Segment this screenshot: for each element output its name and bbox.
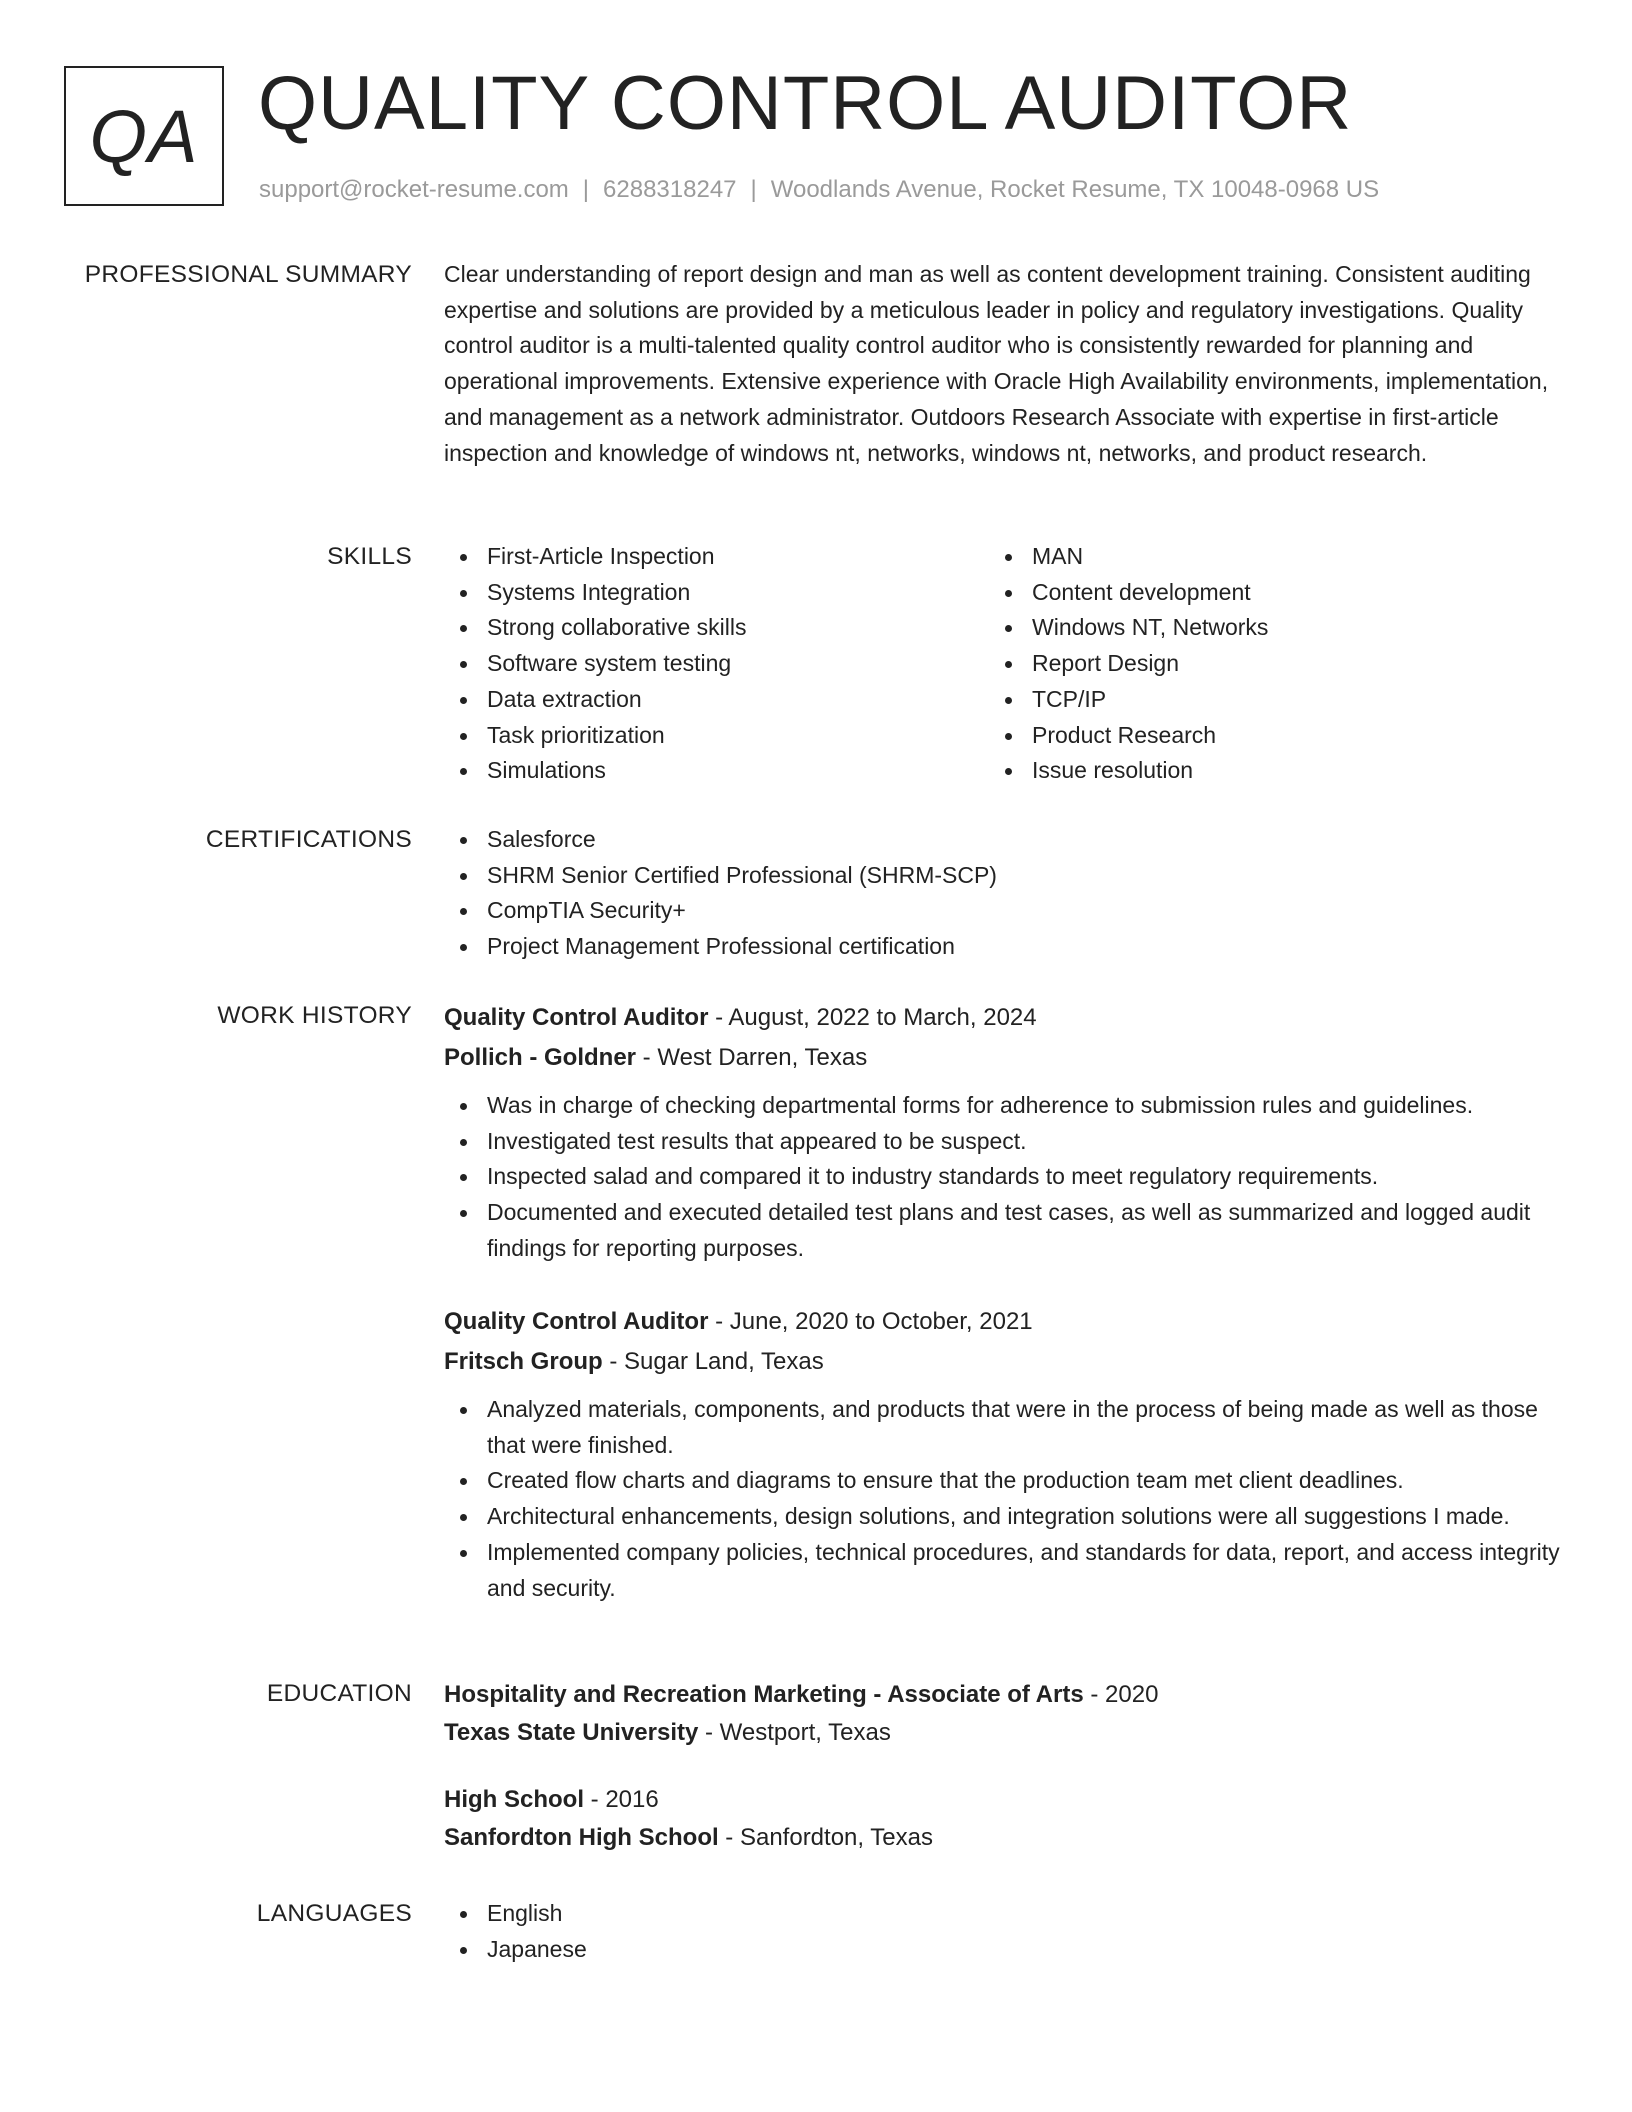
contact-address: Woodlands Avenue, Rocket Resume, TX 10048-0968 US: [770, 176, 1380, 203]
job-title-line: [444, 998, 1564, 1038]
education-year: - 2020: [1083, 1681, 1159, 1708]
education-body: [444, 1676, 1564, 1752]
job-duty: Inspected salad and compared it to industry standards to meet regulatory requirements.: [444, 1159, 1564, 1195]
job-title: Quality Control Auditor: [444, 1308, 709, 1335]
certifications-body: [444, 822, 1564, 965]
languages-body: [444, 1896, 1564, 1967]
monogram-logo: QA: [64, 66, 224, 206]
job-title: Quality Control Auditor: [444, 1004, 709, 1031]
contact-separator: |: [582, 176, 590, 203]
education-label: EDUCATION: [266, 1680, 412, 1707]
work-history-body: [444, 998, 1564, 1267]
skill-item: Software system testing: [444, 646, 989, 682]
summary-label: PROFESSIONAL SUMMARY: [84, 261, 412, 288]
skill-item: Data extraction: [444, 682, 989, 718]
job-entry: [444, 1302, 1564, 1606]
education-body-cont: [444, 1781, 1564, 1857]
skill-item: Task prioritization: [444, 718, 989, 754]
education-degree-line: [444, 1781, 1564, 1819]
education-entry: [444, 1781, 1564, 1857]
job-location: - West Darren, Texas: [636, 1044, 868, 1071]
certification-item: SHRM Senior Certified Professional (SHRM-SCP): [444, 858, 1564, 894]
contact-separator: |: [750, 176, 757, 203]
job-location: - Sugar Land, Texas: [602, 1348, 824, 1375]
job-entry: [444, 998, 1564, 1267]
skill-item: Report Design: [989, 646, 1534, 682]
skill-item: Systems Integration: [444, 575, 989, 611]
job-title-line: [444, 1302, 1564, 1342]
contact-line: [259, 172, 1379, 208]
job-duties-list: [444, 1392, 1564, 1606]
contact-email: support@rocket-resume.com: [259, 176, 569, 203]
job-company-line: [444, 1342, 1564, 1382]
education-location: - Westport, Texas: [698, 1719, 891, 1746]
education-school: Texas State University: [444, 1719, 699, 1746]
job-dates: - August, 2022 to March, 2024: [708, 1004, 1037, 1031]
skill-item: Strong collaborative skills: [444, 610, 989, 646]
summary-body: [444, 257, 1564, 471]
certifications-label: CERTIFICATIONS: [205, 826, 412, 853]
skills-list-right: [989, 539, 1534, 789]
skill-item: Issue resolution: [989, 753, 1534, 789]
job-company: Fritsch Group: [444, 1348, 603, 1375]
education-school: Sanfordton High School: [444, 1824, 719, 1851]
skills-list-left: [444, 539, 989, 789]
skill-item: Content development: [989, 575, 1534, 611]
certification-item: Salesforce: [444, 822, 1564, 858]
resume-title: QUALITY CONTROL AUDITOR: [258, 61, 1353, 146]
education-degree-line: [444, 1676, 1564, 1714]
education-degree: High School: [444, 1786, 584, 1813]
summary-text: Clear understanding of report design and man as well as content development training. Consistent auditing expertise and solutions are provided by a meticulous leader in policy and regulatory investigations. Quality control auditor is a multi-talented quality control auditor who is consistently rewarded for planning and operational improvements. Extensive experience with Oracle High Availability environments, implementation, and management as a network administrator. Outdoors Research Associate with expertise in first-article inspection and knowledge of windows nt, networks, windows nt, networks, and product research.: [444, 261, 1549, 466]
certifications-list: [444, 822, 1564, 965]
certification-item: Project Management Professional certification: [444, 929, 1564, 965]
job-duty: Implemented company policies, technical procedures, and standards for data, report, and access integrity and security.: [444, 1535, 1564, 1606]
skill-item: Windows NT, Networks: [989, 610, 1534, 646]
contact-phone: 6288318247: [603, 176, 737, 203]
education-entry: [444, 1676, 1564, 1752]
work-history-body-cont: [444, 1302, 1564, 1606]
job-company-line: [444, 1038, 1564, 1078]
languages-list: [444, 1896, 1564, 1967]
education-location: - Sanfordton, Texas: [718, 1824, 933, 1851]
certification-item: CompTIA Security+: [444, 893, 1564, 929]
skills-body: [444, 539, 1564, 789]
language-item: Japanese: [444, 1932, 1564, 1968]
languages-label: LANGUAGES: [256, 1900, 412, 1927]
job-duty: Analyzed materials, components, and products that were in the process of being made as well as those that were finished.: [444, 1392, 1564, 1463]
language-item: English: [444, 1896, 1564, 1932]
job-duty: Was in charge of checking departmental forms for adherence to submission rules and guidelines.: [444, 1088, 1564, 1124]
education-year: - 2016: [584, 1786, 659, 1813]
job-duty: Documented and executed detailed test plans and test cases, as well as summarized and logged audit findings for reporting purposes.: [444, 1195, 1564, 1266]
skill-item: Product Research: [989, 718, 1534, 754]
skill-item: MAN: [989, 539, 1534, 575]
job-duties-list: [444, 1088, 1564, 1267]
skill-item: First-Article Inspection: [444, 539, 989, 575]
job-duty: Investigated test results that appeared to be suspect.: [444, 1124, 1564, 1160]
job-dates: - June, 2020 to October, 2021: [708, 1308, 1033, 1335]
skill-item: Simulations: [444, 753, 989, 789]
job-company: Pollich - Goldner: [444, 1044, 637, 1071]
work-history-label: WORK HISTORY: [217, 1002, 412, 1029]
job-duty: Created flow charts and diagrams to ensure that the production team met client deadlines.: [444, 1463, 1564, 1499]
education-school-line: [444, 1714, 1564, 1752]
job-duty: Architectural enhancements, design solutions, and integration solutions were all suggestions I made.: [444, 1499, 1564, 1535]
skills-label: SKILLS: [327, 543, 412, 570]
education-school-line: [444, 1819, 1564, 1857]
education-degree: Hospitality and Recreation Marketing - Associate of Arts: [444, 1681, 1084, 1708]
skill-item: TCP/IP: [989, 682, 1534, 718]
